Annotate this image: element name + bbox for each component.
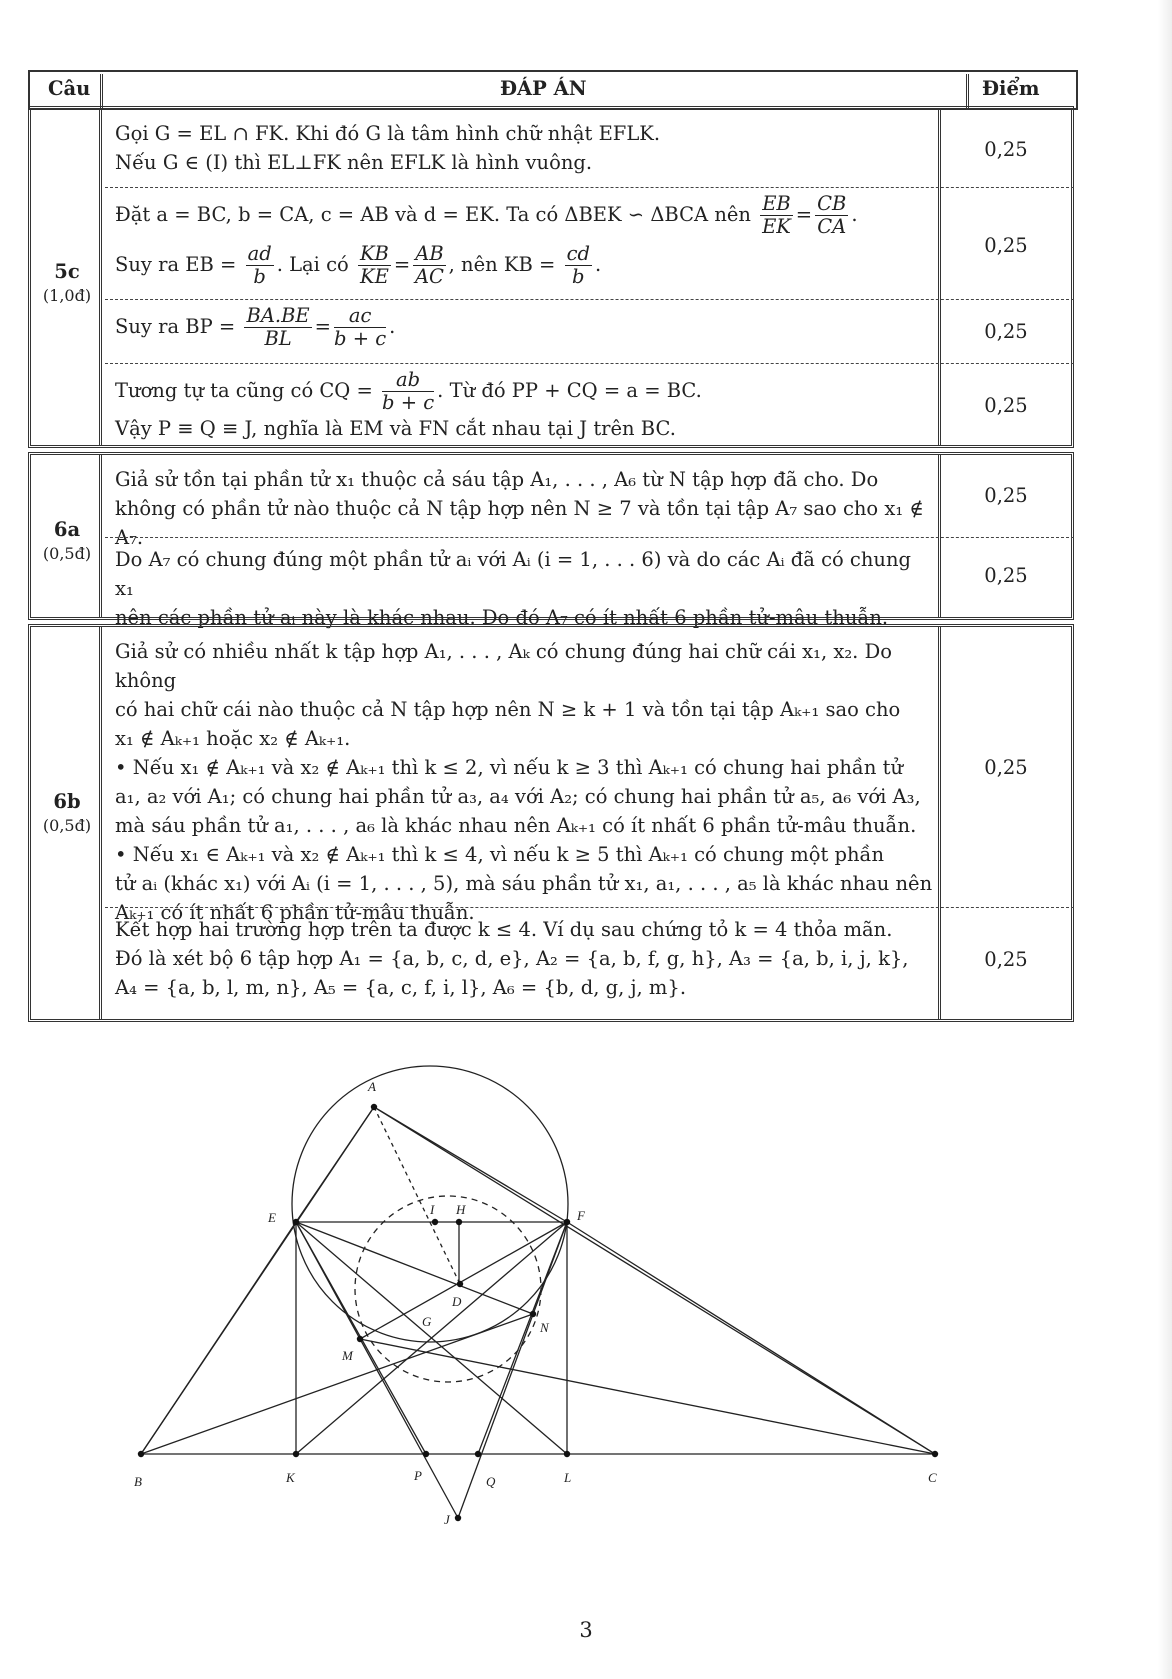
question-label: 6a (0,5đ) — [42, 518, 92, 563]
answer-text: Suy ra BP = $\frac{BA.BE}{BL}$ = $\frac{ac}{b + c}$ . — [115, 304, 396, 350]
table-header — [28, 70, 1078, 110]
label-k: K — [286, 1470, 295, 1485]
answer-text: Tương tự ta cũng có CQ = $\frac{ab}{b + c}$ . Từ đó PP + CQ = a = BC. Vậy P ≡ Q ≡ J, nghĩa là EM và FN cắt nhau tại J trên BC. — [115, 368, 702, 440]
label-i: I — [430, 1202, 435, 1217]
header-diem: Điểm — [982, 77, 1040, 100]
answer-row — [105, 637, 1074, 924]
label-h: H — [456, 1202, 466, 1217]
score: 0,25 — [984, 564, 1028, 587]
score: 0,25 — [984, 320, 1028, 343]
page-number: 3 — [579, 1618, 593, 1642]
score: 0,25 — [984, 948, 1028, 971]
answer-row — [105, 119, 1074, 179]
question-5c-block — [28, 106, 1074, 448]
label-n: N — [540, 1320, 549, 1335]
label-e: E — [268, 1210, 276, 1225]
question-label: 6b (0,5đ) — [42, 790, 92, 835]
question-6a-block — [28, 452, 1074, 629]
score: 0,25 — [984, 234, 1028, 257]
answer-text: Do A₇ có chung đúng một phần tử aᵢ với Aᵢ (i = 1, . . . 6) và do các Aᵢ đã có chung x₁ nên các phần tử aᵢ này là khác nhau. Do đó A₇ có ít nhất 6 phần tử-mâu thuẫn. — [115, 548, 912, 629]
answer-row — [105, 465, 1074, 549]
answer-text: Đặt a = BC, b = CA, c = AB và d = EK. Ta có ΔBEK ∽ ΔBCA nên $\frac{EB}{EK}$ = $\frac{CB}{CA}$ . Suy ra EB = $\frac{ad}{b}$ . Lại có $\frac{KB}{KE}$ = $\frac{AB}{AC}$ , nên KB = $\frac{cd}{b}$ . — [115, 192, 858, 288]
answer-text: Giả sử tồn tại phần tử x₁ thuộc cả sáu tập A₁, . . . , A₆ từ N tập hợp đã cho. Do không có phần tử nào thuộc cả N tập hợp nên N ≥ 7 và tồn tại tập A₇ sao cho x₁ ∉ A₇. — [115, 468, 924, 549]
score: 0,25 — [984, 484, 1028, 507]
answer-text: Gọi G = EL ∩ FK. Khi đó G là tâm hình chữ nhật EFLK. Nếu G ∈ (I) thì EL⊥FK nên EFLK là hình vuông. — [115, 122, 661, 174]
question-6b-block — [28, 624, 1074, 1022]
header-cau: Câu — [48, 77, 91, 100]
label-b: B — [134, 1474, 142, 1489]
label-c: C — [928, 1470, 937, 1485]
answer-row — [105, 193, 1074, 293]
answer-text: Giả sử có nhiều nhất k tập hợp A₁, . . . , Aₖ có chung đúng hai chữ cái x₁, x₂. Do không có hai chữ cái nào thuộc cả N tập hợp nên N ≥ k + 1 và tồn tại tập Aₖ₊₁ sao cho x₁ ∉ Aₖ₊₁ hoặc x₂ ∉ Aₖ₊₁. • Nếu x₁ ∉ Aₖ₊₁ và x₂ ∉ Aₖ₊₁ thì k ≤ 2, vì nếu k ≥ 3 thì Aₖ₊₁ có chung hai phần tử a₁, a₂ với A₁; có chung hai phần tử a₃, a₄ với A₂; có chung hai phần tử a₅, a₆ với A₃, mà sáu phần tử a₁, . . . , a₆ là khác nhau nên Aₖ₊₁ có ít nhất 6 phần tử-mâu thuẫn. • Nếu x₁ ∈ Aₖ₊₁ và x₂ ∉ Aₖ₊₁ thì k ≤ 4, vì nếu k ≥ 5 thì Aₖ₊₁ có chung một phần tử aᵢ (khác x₁) với Aᵢ (i = 1, . . . , 5), mà sáu phần tử x₁, a₁, . . . , a₅ là khác nhau nên Aₖ₊₁ có ít nhất 6 phần tử-mâu thuẫn. — [115, 640, 933, 924]
geometry-figure — [0, 1060, 1172, 1580]
answer-row — [105, 915, 1074, 1011]
label-a: A — [368, 1079, 376, 1094]
score: 0,25 — [984, 394, 1028, 417]
answer-row — [105, 305, 1074, 357]
label-j: J — [444, 1512, 450, 1527]
score: 0,25 — [984, 756, 1028, 779]
label-m: M — [342, 1348, 353, 1363]
label-q: Q — [486, 1474, 496, 1489]
label-g: G — [422, 1314, 432, 1329]
question-label: 5c (1,0đ) — [42, 260, 92, 305]
label-f: F — [577, 1208, 585, 1223]
score: 0,25 — [984, 138, 1028, 161]
label-d: D — [452, 1294, 462, 1309]
label-l: L — [564, 1470, 572, 1485]
answer-text: Kết hợp hai trường hợp trên ta được k ≤ 4. Ví dụ sau chứng tỏ k = 4 thỏa mãn. Đó là xét bộ 6 tập hợp A₁ = {a, b, c, d, e}, A₂ = {a, b, f, g, h}, A₃ = {a, b, i, j, k}, A₄ = {a, b, l, m, n}, A₅ = {a, c, f, i, l}, A₆ = {b, d, g, j, m}. — [115, 918, 909, 999]
answer-row — [105, 545, 1074, 629]
header-dap-an: ĐÁP ÁN — [500, 77, 587, 100]
label-p: P — [414, 1468, 422, 1483]
answer-row — [105, 369, 1074, 445]
triangle-abc — [141, 1107, 935, 1454]
